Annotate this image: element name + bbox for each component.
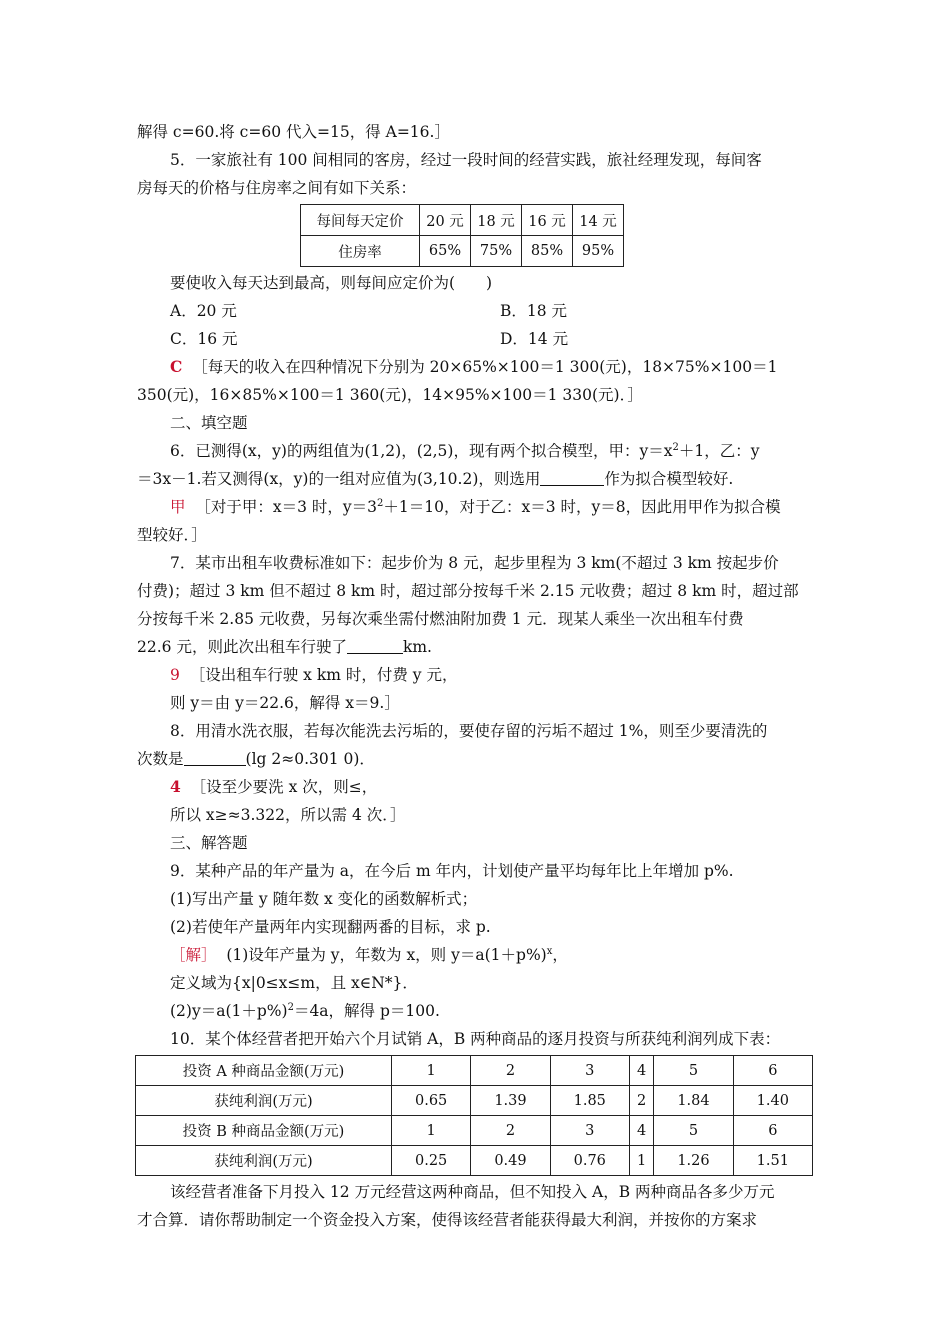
exponent: x: [546, 946, 553, 957]
exponent: 2: [377, 498, 384, 509]
table-cell: 20 元: [420, 205, 471, 236]
options-row: [137, 325, 817, 353]
table-cell: 3: [550, 1116, 629, 1146]
table-cell: 1.51: [733, 1146, 812, 1176]
table-cell: 75%: [471, 236, 522, 267]
answer-blank: [540, 469, 604, 486]
answer-8: [137, 773, 817, 801]
solution-text: 型较好．］: [137, 526, 207, 544]
table-cell: 5: [654, 1056, 733, 1086]
section-heading: [137, 829, 817, 857]
text-line: [137, 885, 817, 913]
table-cell: 4: [629, 1116, 653, 1146]
price-occupancy-table: [300, 204, 624, 267]
text-line: [137, 174, 817, 202]
solution-text: (1)设年产量为 y，年数为 x，则 y＝a(1＋p%): [226, 946, 547, 964]
question-text: 8．用清水洗衣服，若每次能洗去污垢的，要使存留的污垢不超过 1%，则至少要清洗的: [170, 722, 768, 740]
solution-text: ［设出租车行驶 x km 时，付费 y 元，: [189, 666, 458, 684]
text-line: [137, 689, 817, 717]
solution-text: 350(元)，16×85%×100＝1 360(元)，14×95%×100＝1 330(元)．］: [137, 386, 643, 404]
solution-text: 解得 c=60.将 c=60 代入=15，得 A=16.］: [137, 123, 450, 141]
table-cell: 投资 A 种商品金额(万元): [136, 1056, 392, 1086]
text-line: [137, 745, 817, 773]
question-10: [137, 1025, 817, 1053]
table-cell: 住房率: [301, 236, 420, 267]
solution-text: ［设至少要洗 x 次，则≤，: [190, 778, 378, 796]
answer-label: C: [170, 357, 183, 376]
question-text: 5．一家旅社有 100 间相同的客房，经过一段时间的经营实践，旅社经理发现，每间客: [170, 151, 762, 169]
table-cell: 1: [392, 1056, 471, 1086]
table-row: [136, 1116, 813, 1146]
question-text: 才合算．请你帮助制定一个资金投入方案，使得该经营者能获得最大利润，并按你的方案求: [137, 1211, 758, 1229]
question-8: [137, 717, 817, 745]
question-text: ＝3x－1.若又测得(x，y)的一组对应值为(3,10.2)，则选用: [137, 470, 541, 488]
question-text: 7．某市出租车收费标准如下：起步价为 8 元，起步里程为 3 km(不超过 3 km 按起步价: [170, 554, 779, 572]
text-line: [137, 269, 817, 297]
table-cell: 95%: [573, 236, 624, 267]
answer-blank: [184, 749, 246, 766]
solution-text: ［对于甲：x＝3 时，y＝3: [195, 498, 378, 516]
table-cell: 1.84: [654, 1086, 733, 1116]
answer-label: ［解］: [170, 946, 217, 964]
solution-text: 定义域为{x|0≤x≤m，且 x∈N*}．: [170, 974, 418, 992]
text-line: [137, 969, 817, 997]
answer-label: 甲: [170, 498, 186, 516]
table-cell: 1.40: [733, 1086, 812, 1116]
table-row: [301, 205, 624, 236]
table-cell: 14 元: [573, 205, 624, 236]
question-text: (lg 2≈0.301 0)．: [245, 750, 375, 768]
answer-label: 9: [170, 666, 180, 684]
solution-text: (2)y＝a(1＋p%): [170, 1002, 288, 1020]
answer-7: [137, 661, 817, 689]
solution-text: ［每天的收入在四种情况下分别为 20×65%×100＝1 300(元)，18×75%×100＝1: [192, 358, 778, 376]
answer-9: [137, 941, 817, 969]
table-cell: 2: [471, 1116, 550, 1146]
table-cell: 16 元: [522, 205, 573, 236]
exponent: 2: [287, 1002, 294, 1013]
table-cell: 获纯利润(万元): [136, 1146, 392, 1176]
question-6: [137, 437, 817, 465]
section-title: 二、填空题: [170, 414, 248, 432]
question-text: 付费)；超过 3 km 但不超过 8 km 时，超过部分按每千米 2.15 元收费；超过 8 km 时，超过部: [137, 582, 799, 600]
table-cell: 投资 B 种商品金额(万元): [136, 1116, 392, 1146]
table-cell: 65%: [420, 236, 471, 267]
table-cell: 18 元: [471, 205, 522, 236]
table-cell: 1.85: [550, 1086, 629, 1116]
table-cell: 每间每天定价: [301, 205, 420, 236]
section-title: 三、解答题: [170, 834, 248, 852]
section-heading: [137, 409, 817, 437]
option-a: A．20 元: [170, 302, 237, 320]
solution-text: 则 y＝由 y＝22.6，解得 x＝9.］: [170, 694, 400, 712]
text-line: [137, 381, 817, 409]
table-cell: 0.65: [392, 1086, 471, 1116]
exponent: 2: [672, 442, 679, 453]
table-cell: 1: [392, 1116, 471, 1146]
text-line: [137, 913, 817, 941]
table-cell: 2: [471, 1056, 550, 1086]
solution-text: ＝4a，解得 p＝100.: [293, 1002, 440, 1020]
investment-profit-table: [135, 1055, 813, 1176]
text-line: [137, 1178, 817, 1206]
solution-text: 所以 x≥≈3.322，所以需 4 次．］: [170, 806, 406, 824]
table-cell: 6: [733, 1116, 812, 1146]
text-line: [137, 118, 817, 146]
table-row: [136, 1146, 813, 1176]
question-text: (1)写出产量 y 随年数 x 变化的函数解析式；: [170, 890, 478, 908]
answer-blank: [347, 637, 403, 654]
question-text: 该经营者准备下月投入 12 万元经营这两种商品，但不知投入 A，B 两种商品各多少万元: [170, 1183, 775, 1201]
option-d: D．14 元: [500, 330, 569, 348]
question-5: [137, 146, 817, 174]
document-page: [137, 118, 817, 1234]
table-cell: 3: [550, 1056, 629, 1086]
text-line: [137, 521, 817, 549]
table-cell: 6: [733, 1056, 812, 1086]
text-line: [137, 465, 817, 493]
answer-label: 4: [170, 777, 181, 796]
text-line: [137, 605, 817, 633]
question-text: 次数是: [137, 750, 184, 768]
option-b: B．18 元: [500, 302, 568, 320]
option-c: C．16 元: [170, 330, 238, 348]
question-9: [137, 857, 817, 885]
text-line: [137, 1206, 817, 1234]
question-text: 作为拟合模型较好.: [604, 470, 734, 488]
table-row: [136, 1056, 813, 1086]
question-text: 6．已测得(x，y)的两组值为(1,2)，(2,5)，现有两个拟合模型，甲：y＝x: [170, 442, 673, 460]
table-cell: 1.39: [471, 1086, 550, 1116]
solution-text: ＋1＝10，对于乙：x＝3 时，y＝8，因此用甲作为拟合模: [383, 498, 781, 516]
text-line: [137, 577, 817, 605]
question-text: 10．某个体经营者把开始六个月试销 A，B 两种商品的逐月投资与所获纯利润列成下表：: [170, 1030, 781, 1048]
question-text: 9．某种产品的年产量为 a，在今后 m 年内，计划使产量平均每年比上年增加 p%.: [170, 862, 734, 880]
table-cell: 5: [654, 1116, 733, 1146]
text-line: [137, 801, 817, 829]
question-text: ＋1，乙：y: [678, 442, 760, 460]
question-text: km.: [402, 638, 432, 656]
text-line: [137, 997, 817, 1025]
answer-5: [137, 353, 817, 381]
table-cell: 1.26: [654, 1146, 733, 1176]
answer-6: [137, 493, 817, 521]
table-cell: 1: [629, 1146, 653, 1176]
table-cell: 85%: [522, 236, 573, 267]
table-cell: 0.25: [392, 1146, 471, 1176]
options-row: [137, 297, 817, 325]
question-text: 22.6 元，则此次出租车行驶了: [137, 638, 347, 656]
table-cell: 4: [629, 1056, 653, 1086]
table-cell: 0.49: [471, 1146, 550, 1176]
table-cell: 2: [629, 1086, 653, 1116]
table-row: [136, 1086, 813, 1116]
question-text: (2)若使年产量两年内实现翻两番的目标，求 p.: [170, 918, 491, 936]
question-text: 要使收入每天达到最高，则每间应定价为( ): [170, 274, 493, 292]
table-row: [301, 236, 624, 267]
question-7: [137, 549, 817, 577]
text-line: [137, 633, 817, 661]
question-text: 分按每千米 2.85 元收费，另每次乘坐需付燃油附加费 1 元．现某人乘坐一次出租车付费: [137, 610, 744, 628]
table-cell: 0.76: [550, 1146, 629, 1176]
question-text: 房每天的价格与住房率之间有如下关系：: [137, 179, 417, 197]
solution-text: ，: [552, 946, 568, 964]
table-cell: 获纯利润(万元): [136, 1086, 392, 1116]
